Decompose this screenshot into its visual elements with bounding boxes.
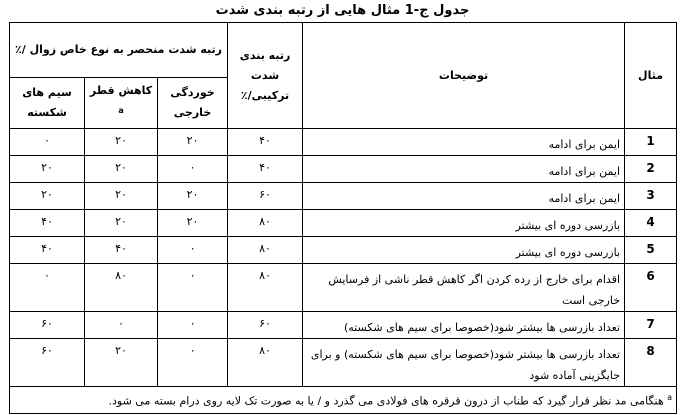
corrosion-cell: ۰ xyxy=(158,156,228,183)
combined-cell: ۶۰ xyxy=(228,183,303,210)
footnote-marker: a xyxy=(118,106,124,116)
diameter-cell: ۲۰ xyxy=(85,339,158,387)
header-example: مثال xyxy=(625,23,677,129)
corrosion-cell: ۲۰ xyxy=(158,210,228,237)
corrosion-cell: ۲۰ xyxy=(158,183,228,210)
diameter-cell: ۴۰ xyxy=(85,237,158,264)
header-description: توضیحات xyxy=(303,23,625,129)
corrosion-cell: ۲۰ xyxy=(158,129,228,156)
description-cell: ایمن برای ادامه xyxy=(303,156,625,183)
description-cell: تعداد بازرسی ها بیشتر شود(خصوصا برای سیم های شکسته) xyxy=(303,312,625,339)
corrosion-cell: ۰ xyxy=(158,312,228,339)
description-cell: ایمن برای ادامه xyxy=(303,183,625,210)
corrosion-cell: ۰ xyxy=(158,264,228,312)
example-number: 2 xyxy=(625,156,677,183)
table-row xyxy=(10,312,677,339)
table-row xyxy=(10,129,677,156)
combined-cell: ۶۰ xyxy=(228,312,303,339)
header-corrosion: خوردگی خارجی xyxy=(158,78,228,129)
example-number: 5 xyxy=(625,237,677,264)
diameter-cell: ۲۰ xyxy=(85,156,158,183)
broken-wires-cell: ۲۰ xyxy=(10,156,85,183)
broken-wires-cell: ۶۰ xyxy=(10,339,85,387)
example-number: 6 xyxy=(625,264,677,312)
broken-wires-cell: ۲۰ xyxy=(10,183,85,210)
table-title: جدول ج-1 مثال هایی از رتبه بندی شدت xyxy=(215,3,470,18)
diameter-cell: ۲۰ xyxy=(85,210,158,237)
example-number: 7 xyxy=(625,312,677,339)
header-group: رتبه شدت منحصر به نوع خاص زوال /٪ xyxy=(10,23,228,78)
example-number: 3 xyxy=(625,183,677,210)
footnote-row xyxy=(10,387,677,414)
description-cell: اقدام برای خارج از رده کردن اگر کاهش قطر ناشی از فرسایش خارجی است xyxy=(303,264,625,312)
table-row xyxy=(10,156,677,183)
example-number: 4 xyxy=(625,210,677,237)
description-cell: بازرسی دوره ای بیشتر xyxy=(303,237,625,264)
diameter-cell: ۸۰ xyxy=(85,264,158,312)
broken-wires-cell: ۰ xyxy=(10,264,85,312)
footnote xyxy=(10,387,677,414)
broken-wires-cell: ۴۰ xyxy=(10,237,85,264)
header-broken: سیم های شکسته xyxy=(10,78,85,129)
broken-wires-cell: ۰ xyxy=(10,129,85,156)
footnote-text: هنگامی مد نظر قرار گیرد که طناب از درون قرقره های فولادی می گذرد و / یا به صورت تک لایه روی درام بسته می شود. xyxy=(108,394,664,408)
description-cell: بازرسی دوره ای بیشتر xyxy=(303,210,625,237)
diameter-cell: ۲۰ xyxy=(85,183,158,210)
severity-table xyxy=(9,22,677,414)
diameter-cell: ۲۰ xyxy=(85,129,158,156)
table-row xyxy=(10,264,677,312)
header-diameter: کاهش قطر $^a$ xyxy=(85,78,158,129)
broken-wires-cell: ۴۰ xyxy=(10,210,85,237)
table-row xyxy=(10,237,677,264)
diameter-cell: ۰ xyxy=(85,312,158,339)
combined-cell: ۸۰ xyxy=(228,339,303,387)
combined-cell: ۸۰ xyxy=(228,210,303,237)
table-row xyxy=(10,339,677,387)
table-row xyxy=(10,210,677,237)
table-row xyxy=(10,183,677,210)
example-number: 8 xyxy=(625,339,677,387)
corrosion-cell: ۰ xyxy=(158,237,228,264)
description-cell: تعداد بازرسی ها بیشتر شود(خصوصا برای سیم های شکسته) و برای جایگزینی آماده شود xyxy=(303,339,625,387)
broken-wires-cell: ۶۰ xyxy=(10,312,85,339)
header-combined: رتبه بندی شدت ترکیبی/٪ xyxy=(228,23,303,129)
description-cell: ایمن برای ادامه xyxy=(303,129,625,156)
combined-cell: ۴۰ xyxy=(228,129,303,156)
corrosion-cell: ۰ xyxy=(158,339,228,387)
footnote-mark: a xyxy=(667,393,673,403)
combined-cell: ۸۰ xyxy=(228,264,303,312)
example-number: 1 xyxy=(625,129,677,156)
combined-cell: ۸۰ xyxy=(228,237,303,264)
combined-cell: ۴۰ xyxy=(228,156,303,183)
